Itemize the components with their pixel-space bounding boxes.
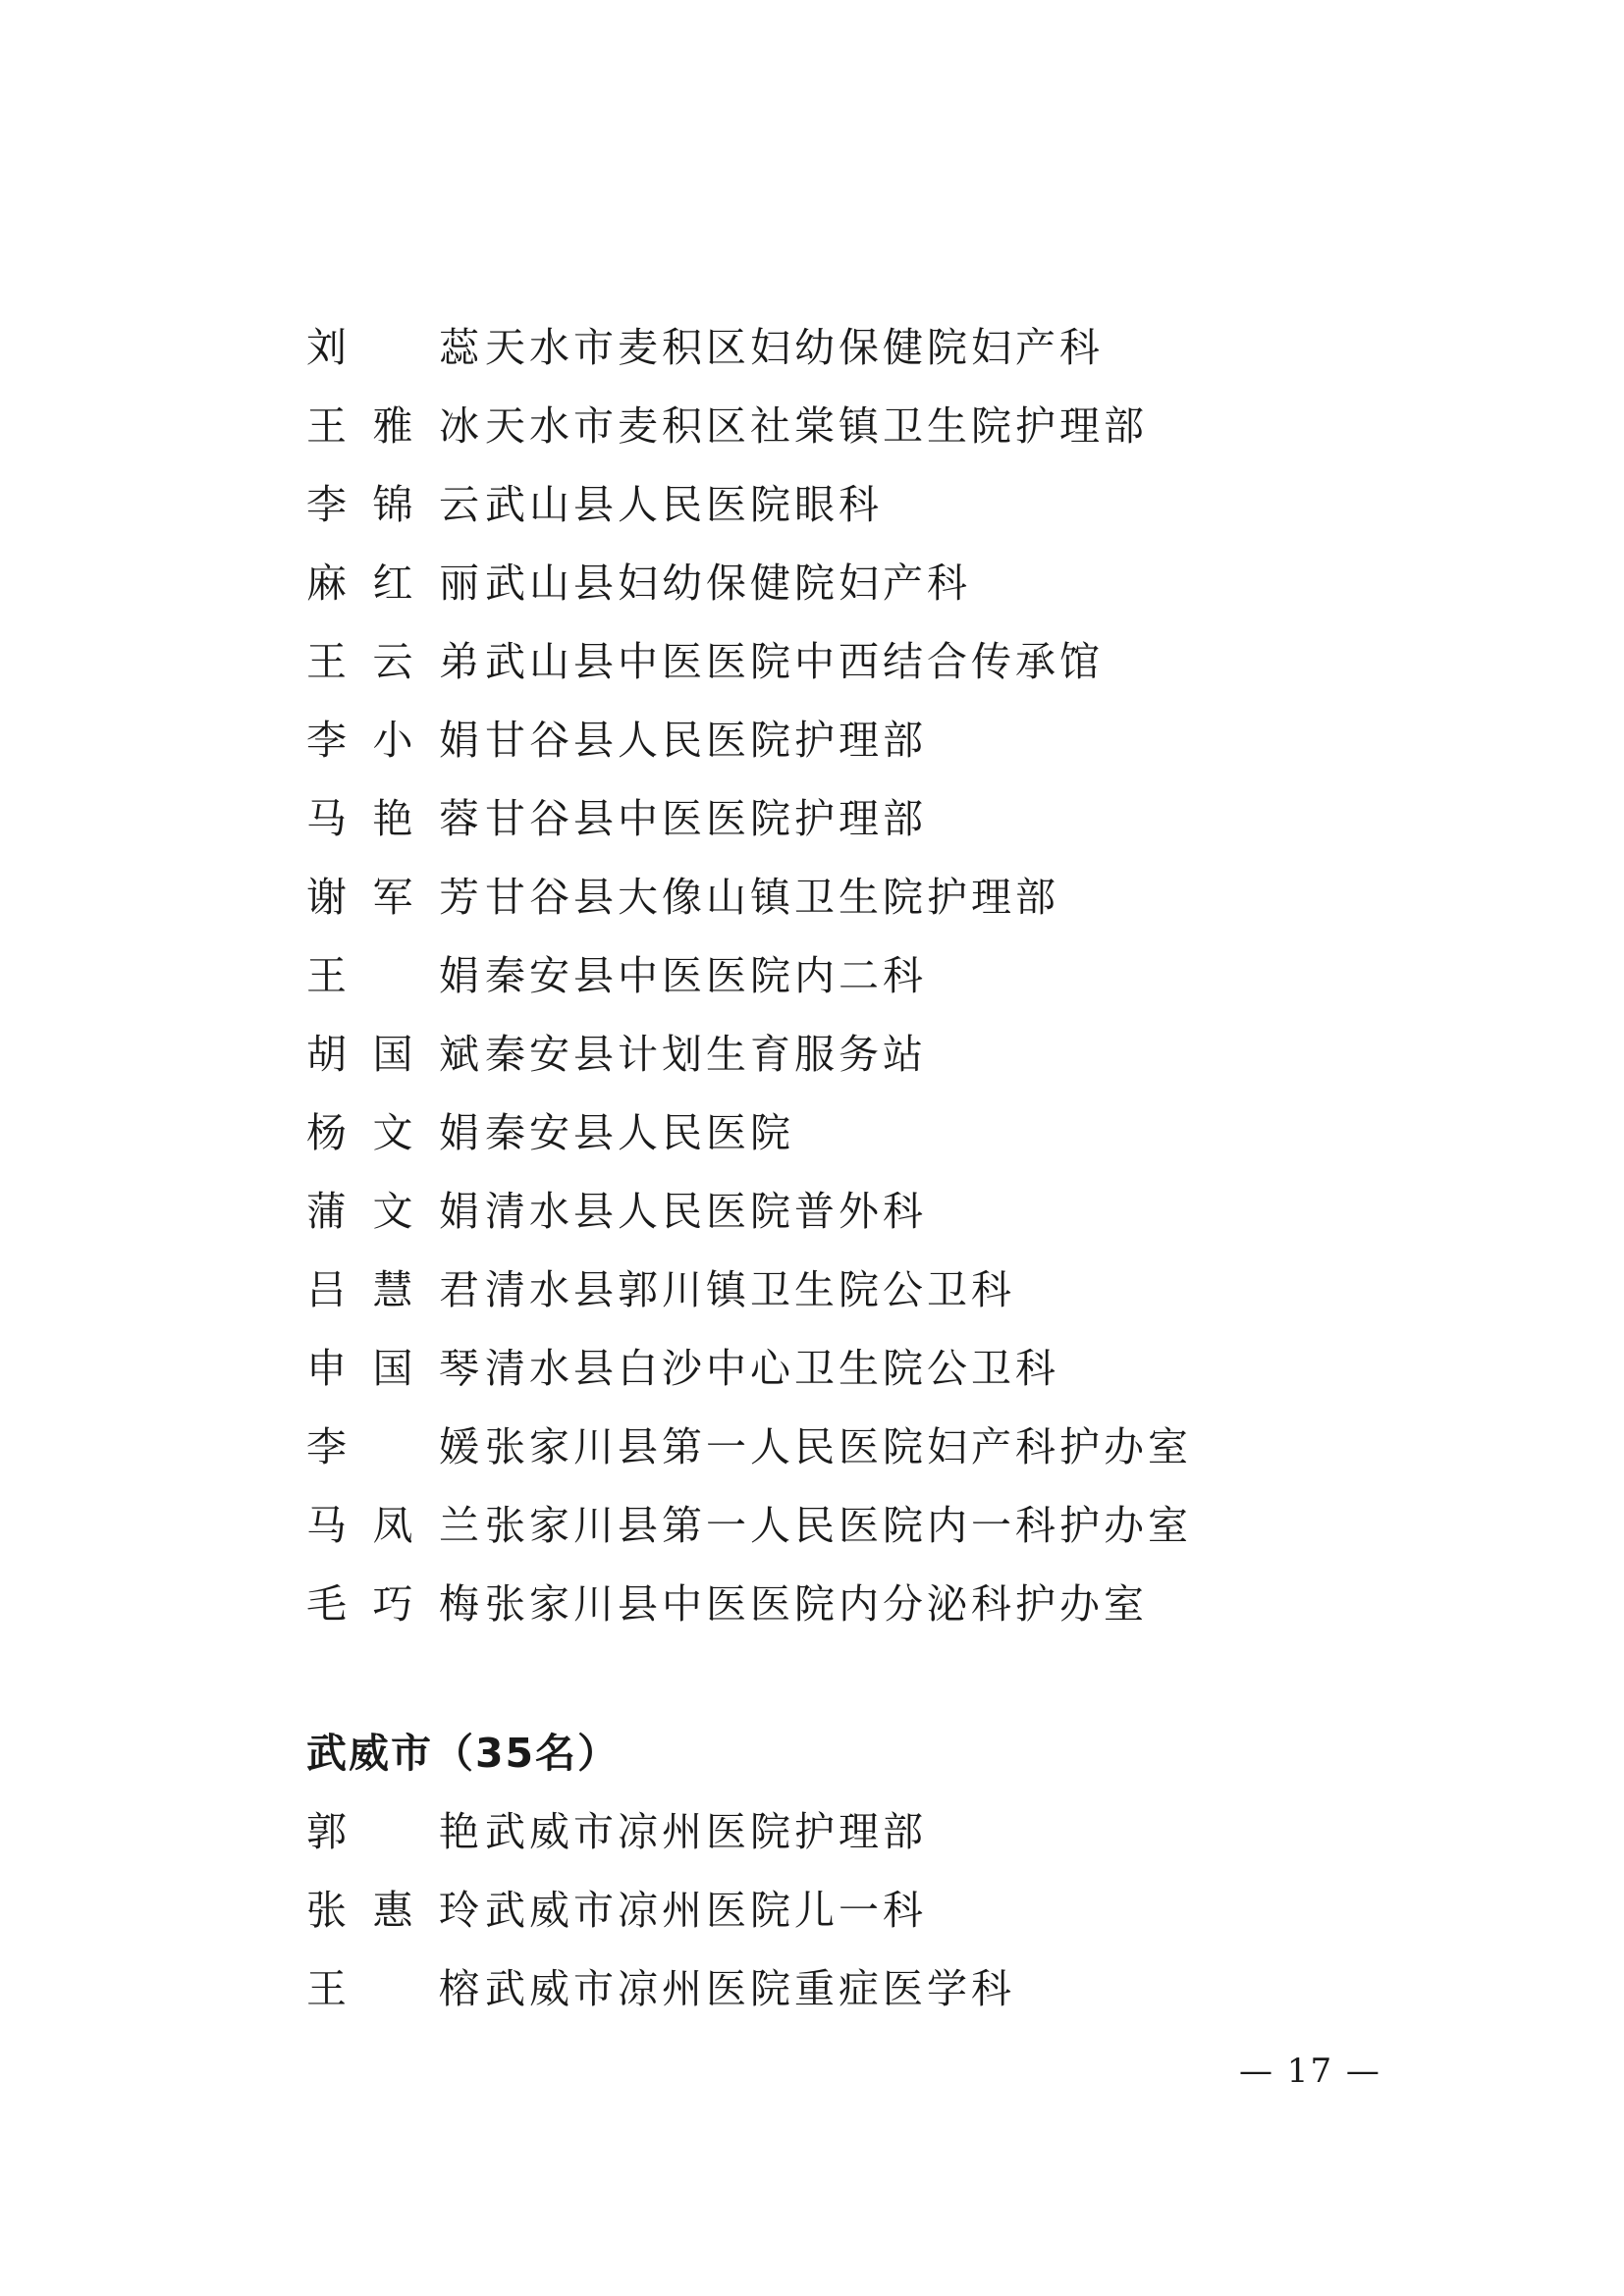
list-item	[306, 1247, 1386, 1325]
list-item	[306, 304, 1386, 383]
person-name: 马凤兰	[306, 1501, 483, 1549]
list-item	[306, 1561, 1386, 1639]
organization: 秦安县中医医院内二科	[485, 951, 927, 999]
organization: 武威市凉州医院儿一科	[485, 1886, 927, 1934]
organization: 清水县白沙中心卫生院公卫科	[485, 1344, 1059, 1392]
organization: 武山县人民医院眼科	[485, 480, 883, 528]
list-item	[306, 1325, 1386, 1404]
list-item	[306, 697, 1386, 775]
organization: 张家川县中医医院内分泌科护办室	[485, 1579, 1148, 1628]
person-name: 蒲文娟	[306, 1187, 483, 1235]
person-name: 杨文娟	[306, 1108, 483, 1156]
organization: 武山县中医医院中西结合传承馆	[485, 637, 1104, 685]
organization: 天水市麦积区妇幼保健院妇产科	[485, 323, 1104, 371]
list-item	[306, 383, 1386, 461]
person-name: 毛巧梅	[306, 1579, 483, 1628]
person-name: 王云弟	[306, 637, 483, 685]
list-item	[306, 461, 1386, 540]
organization: 甘谷县大像山镇卫生院护理部	[485, 873, 1059, 921]
person-name: 麻红丽	[306, 559, 483, 607]
person-name: 胡国斌	[306, 1030, 483, 1078]
organization: 清水县人民医院普外科	[485, 1187, 927, 1235]
list-item	[306, 1867, 1386, 1946]
person-name: 王 娟	[306, 951, 483, 999]
person-name: 李 媛	[306, 1422, 483, 1470]
list-item	[306, 775, 1386, 854]
organization: 甘谷县中医医院护理部	[485, 794, 927, 842]
list-item	[306, 854, 1386, 933]
page-number: — 17 —	[1239, 2052, 1381, 2091]
list-item	[306, 1482, 1386, 1561]
person-name: 王雅冰	[306, 401, 483, 450]
person-name: 李锦云	[306, 480, 483, 528]
list-item	[306, 1404, 1386, 1482]
person-name: 张惠玲	[306, 1886, 483, 1934]
list-item	[306, 1168, 1386, 1247]
organization: 张家川县第一人民医院内一科护办室	[485, 1501, 1192, 1549]
organization: 武威市凉州医院重症医学科	[485, 1964, 1015, 2012]
organization: 甘谷县人民医院护理部	[485, 716, 927, 764]
organization: 武山县妇幼保健院妇产科	[485, 559, 971, 607]
organization: 清水县郭川镇卫生院公卫科	[485, 1265, 1015, 1313]
person-name: 刘 蕊	[306, 323, 483, 371]
person-name: 马艳蓉	[306, 794, 483, 842]
section-spacer	[306, 1639, 1386, 1710]
list-item	[306, 1789, 1386, 1867]
person-name: 郭 艳	[306, 1807, 483, 1855]
list-item	[306, 1090, 1386, 1168]
organization: 张家川县第一人民医院妇产科护办室	[485, 1422, 1192, 1470]
person-name: 李小娟	[306, 716, 483, 764]
honoree-list	[306, 304, 1386, 2024]
list-item	[306, 540, 1386, 618]
person-name: 吕慧君	[306, 1265, 483, 1313]
list-item	[306, 1011, 1386, 1090]
list-item	[306, 933, 1386, 1011]
organization: 天水市麦积区社棠镇卫生院护理部	[485, 401, 1148, 450]
organization: 武威市凉州医院护理部	[485, 1807, 927, 1855]
organization: 秦安县人民医院	[485, 1108, 794, 1156]
section-heading: 武威市（35名）	[306, 1729, 621, 1777]
person-name: 谢军芳	[306, 873, 483, 921]
list-item	[306, 618, 1386, 697]
person-name: 王 榕	[306, 1964, 483, 2012]
person-name: 申国琴	[306, 1344, 483, 1392]
organization: 秦安县计划生育服务站	[485, 1030, 927, 1078]
list-item	[306, 1946, 1386, 2024]
